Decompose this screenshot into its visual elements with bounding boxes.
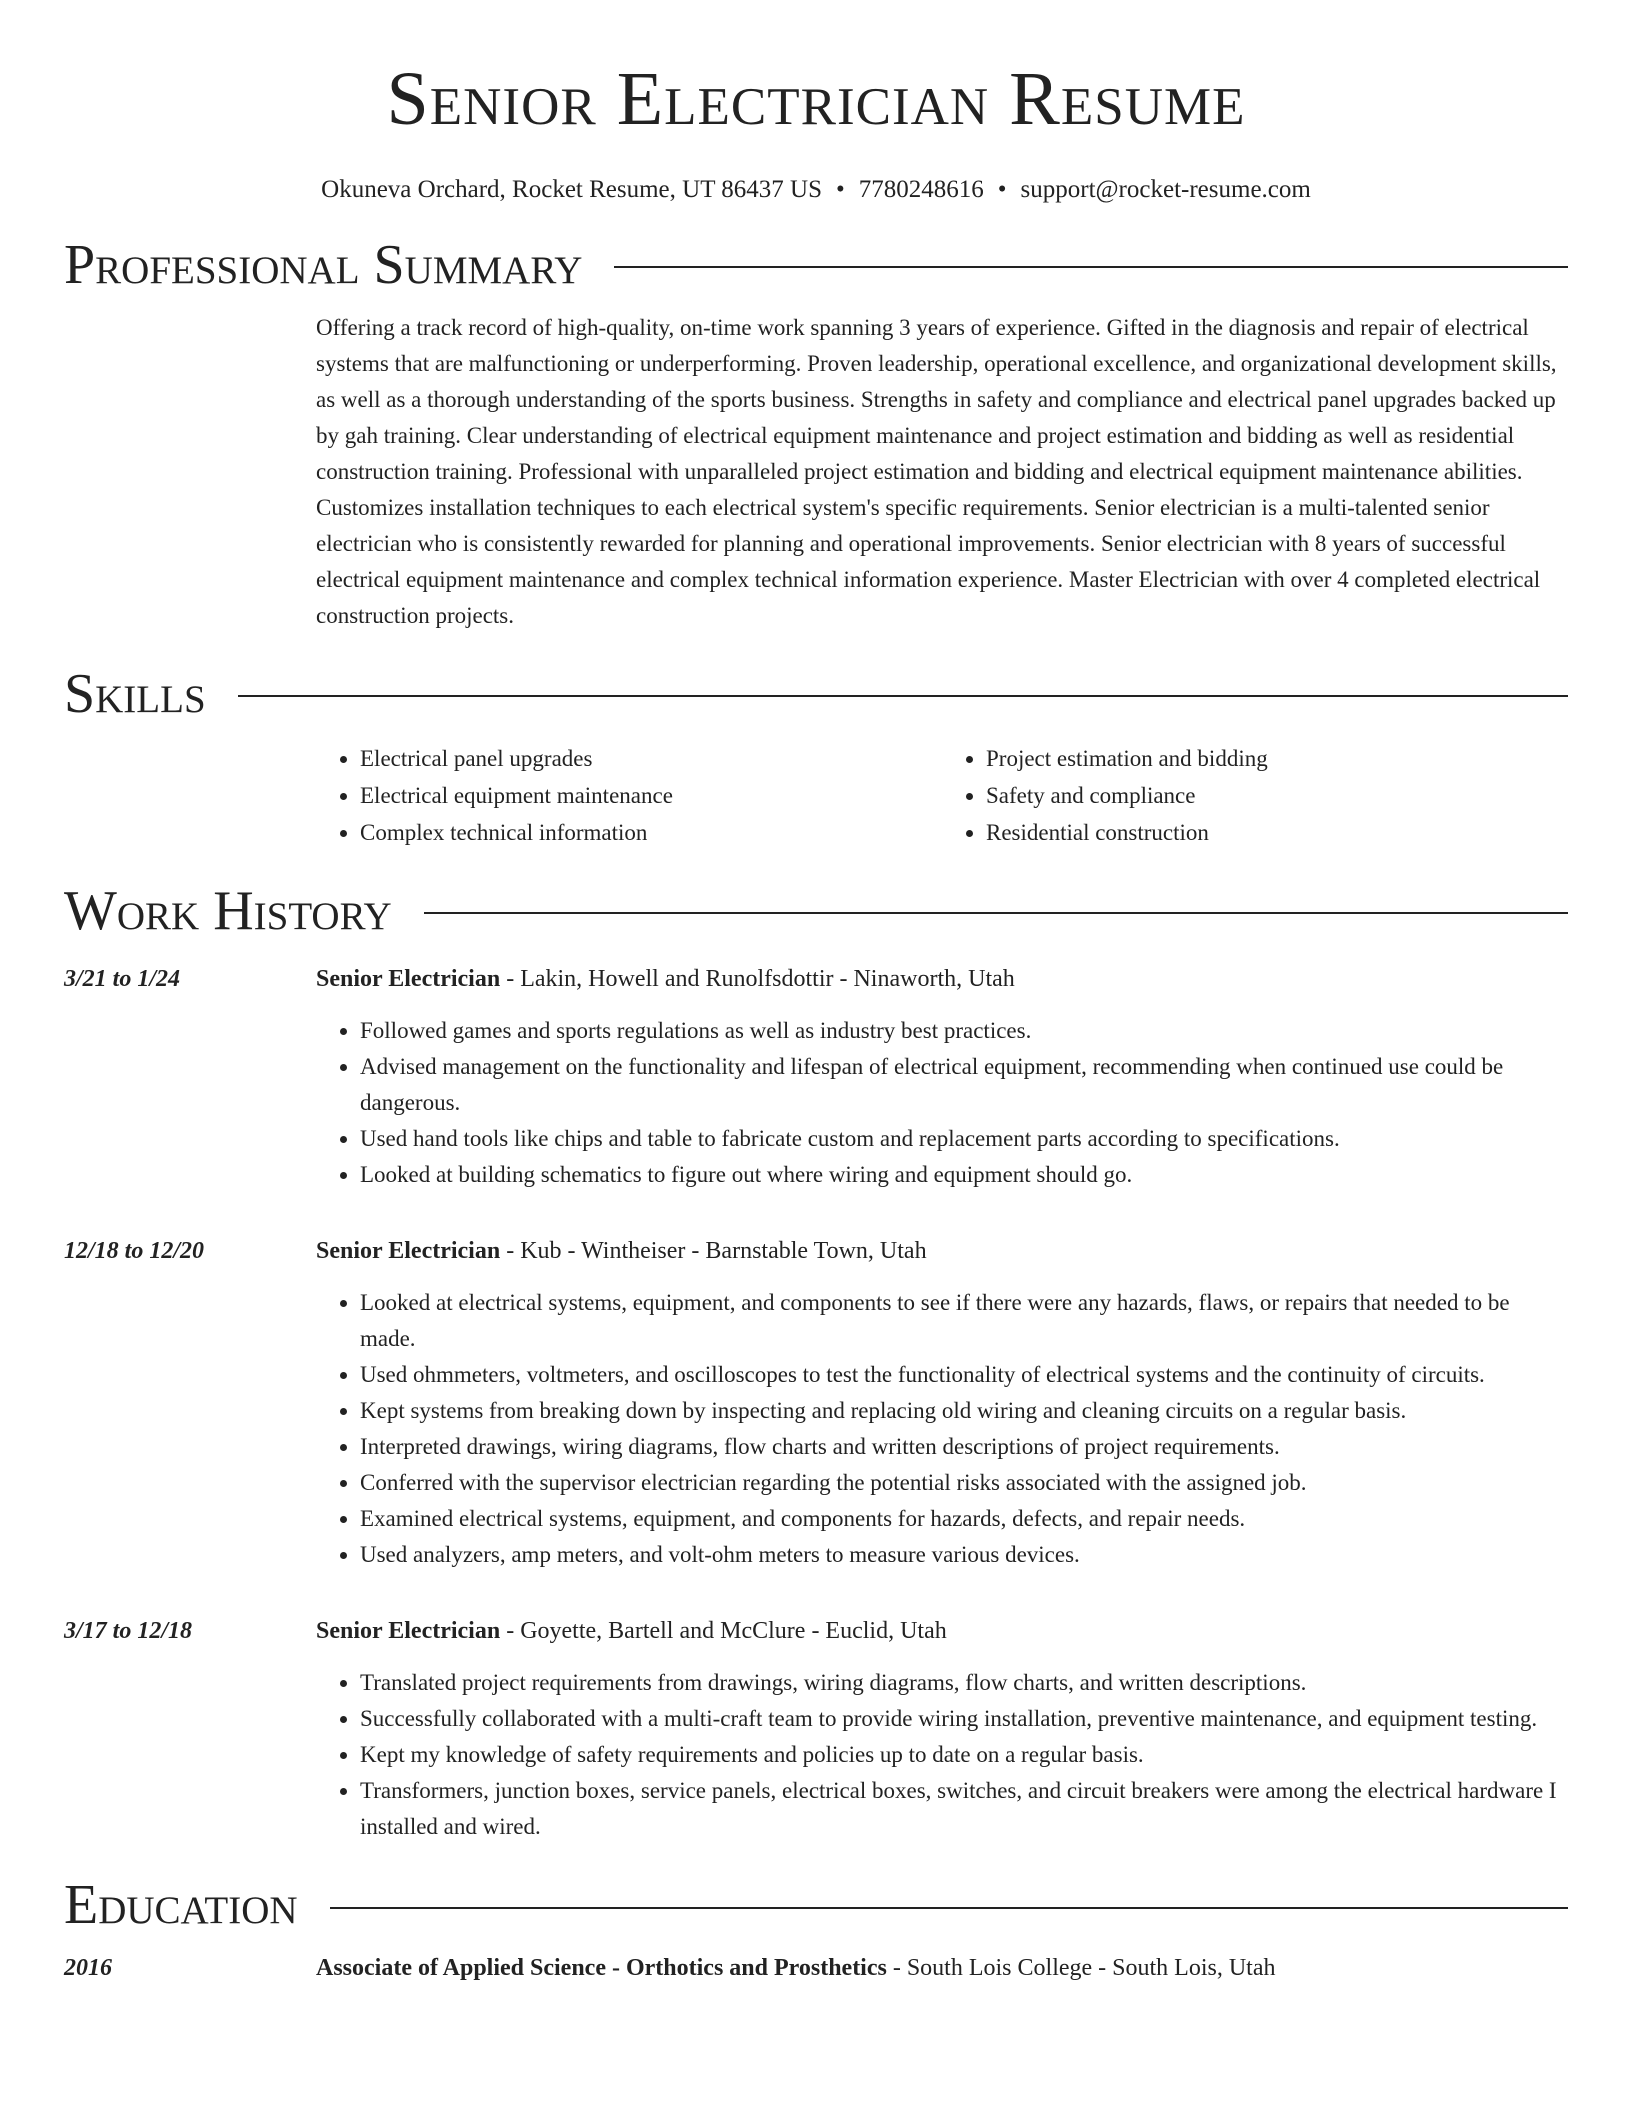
job-bullet: • Used analyzers, amp meters, and volt-ohm meters to measure various devices. — [360, 1537, 1568, 1573]
skills-column-right — [942, 740, 1568, 851]
job-title: Senior Electrician — [316, 1238, 501, 1265]
job-employer: - Kub - Wintheiser - Barnstable Town, Utah — [500, 1238, 927, 1265]
job-bullet: • Looked at electrical systems, equipment, and components to see if there were any hazards, flaws, or repairs that needed to be made. — [360, 1285, 1568, 1357]
skills-heading: Skills — [64, 662, 206, 725]
job-bullet: • Interpreted drawings, wiring diagrams, flow charts and written descriptions of project requirements. — [360, 1429, 1568, 1465]
summary-section-heading — [64, 233, 1568, 297]
job-bullet: • Translated project requirements from drawings, wiring diagrams, flow charts, and written descriptions. — [360, 1665, 1568, 1701]
section-divider — [330, 1907, 1568, 1909]
work-section-heading — [64, 879, 1568, 943]
job-header — [316, 1233, 1568, 1269]
education-section-heading — [64, 1873, 1568, 1937]
job-bullet: • Used ohmmeters, voltmeters, and oscilloscopes to test the functionality of electrical systems and the continuity of circuits. — [360, 1357, 1568, 1393]
job-bullet: • Looked at building schematics to figure out where wiring and equipment should go. — [360, 1157, 1568, 1193]
job-bullets — [316, 1285, 1568, 1573]
job-entry — [64, 961, 1568, 1193]
job-body — [316, 1233, 1568, 1573]
job-bullet: • Successfully collaborated with a multi-craft team to provide wiring installation, preventive maintenance, and equipment testing. — [360, 1701, 1568, 1737]
contact-separator: • — [997, 176, 1007, 204]
summary-text: Offering a track record of high-quality, on-time work spanning 3 years of experience. Gifted in the diagnosis and repair of electrical systems that are malfunctioning or underperforming. Proven leadership, operational excellence, and organizational development skills, as well as a thorough understanding of the sports business. Strengths in safety and compliance and electrical panel upgrades backed up by gah training. Clear understanding of electrical equipment maintenance and project estimation and bidding as well as residential construction training. Professional with unparalleled project estimation and bidding and electrical equipment maintenance abilities. Customizes installation techniques to each electrical system's specific requirements. Senior electrician is a multi-talented senior electrician who is consistently rewarded for planning and operational improvements. Senior electrician with 8 years of successful electrical equipment maintenance and complex technical information experience. Master Electrician with over 4 completed electrical construction projects. — [316, 314, 1557, 628]
job-bullets — [316, 1013, 1568, 1193]
contact-phone: 7780248616 — [858, 176, 984, 204]
skill-item: • Residential construction — [986, 814, 1568, 851]
contact-line — [64, 175, 1568, 205]
education-degree: Associate of Applied Science - Orthotics and Prosthetics — [316, 1954, 887, 1981]
job-body — [316, 1613, 1568, 1845]
job-bullet: • Conferred with the supervisor electrician regarding the potential risks associated with the assigned job. — [360, 1465, 1568, 1501]
job-bullet: • Transformers, junction boxes, service panels, electrical boxes, switches, and circuit breakers were among the electrical hardware I installed and wired. — [360, 1773, 1568, 1845]
skill-item: • Electrical equipment maintenance — [360, 777, 942, 814]
education-school: - South Lois College - South Lois, Utah — [886, 1954, 1276, 1981]
job-header — [316, 1613, 1568, 1649]
job-dates: 3/21 to 1/24 — [64, 966, 181, 993]
job-header — [316, 961, 1568, 997]
job-bullet: • Advised management on the functionality and lifespan of electrical equipment, recommending when continued use could be dangerous. — [360, 1049, 1568, 1121]
education-heading: Education — [64, 1874, 298, 1937]
job-bullet: • Examined electrical systems, equipment, and components for hazards, defects, and repair needs. — [360, 1501, 1568, 1537]
job-bullet: • Kept systems from breaking down by inspecting and replacing old wiring and cleaning circuits on a regular basis. — [360, 1393, 1568, 1429]
job-body — [316, 961, 1568, 1193]
skill-item: • Electrical panel upgrades — [360, 740, 942, 777]
contact-address: Okuneva Orchard, Rocket Resume, UT 86437 US — [321, 176, 822, 204]
section-divider — [238, 695, 1568, 697]
education-details — [316, 1950, 1276, 1986]
education-year: 2016 — [64, 1954, 112, 1981]
job-dates: 12/18 to 12/20 — [64, 1238, 205, 1265]
contact-separator: • — [836, 176, 845, 204]
skills-section-heading — [64, 662, 1568, 726]
job-entry — [64, 1233, 1568, 1573]
contact-email[interactable]: support@rocket-resume.com — [1020, 176, 1311, 204]
job-bullet: • Kept my knowledge of safety requirements and policies up to date on a regular basis. — [360, 1737, 1568, 1773]
education-entry — [64, 1950, 1568, 1986]
job-bullets — [316, 1665, 1568, 1845]
skills-column-left — [316, 740, 942, 851]
resume-title: Senior Electrician Resume — [386, 57, 1246, 141]
job-title: Senior Electrician — [316, 966, 501, 993]
job-bullet: • Used hand tools like chips and table to fabricate custom and replacement parts according to specifications. — [360, 1121, 1568, 1157]
work-heading: Work History — [64, 879, 392, 942]
job-employer: - Goyette, Bartell and McClure - Euclid, Utah — [500, 1618, 947, 1645]
skill-item: • Project estimation and bidding — [986, 740, 1568, 777]
skill-item: • Complex technical information — [360, 814, 942, 851]
work-history-list — [64, 961, 1568, 1845]
job-title: Senior Electrician — [316, 1618, 501, 1645]
summary-heading: Professional Summary — [64, 234, 583, 297]
job-employer: - Lakin, Howell and Runolfsdottir - Ninaworth, Utah — [500, 966, 1015, 993]
skill-item: • Safety and compliance — [986, 777, 1568, 814]
section-divider — [614, 266, 1568, 268]
job-entry — [64, 1613, 1568, 1845]
job-dates: 3/17 to 12/18 — [64, 1618, 193, 1645]
job-bullet: • Followed games and sports regulations as well as industry best practices. — [360, 1013, 1568, 1049]
skills-list — [316, 740, 1568, 851]
section-divider — [424, 912, 1568, 914]
